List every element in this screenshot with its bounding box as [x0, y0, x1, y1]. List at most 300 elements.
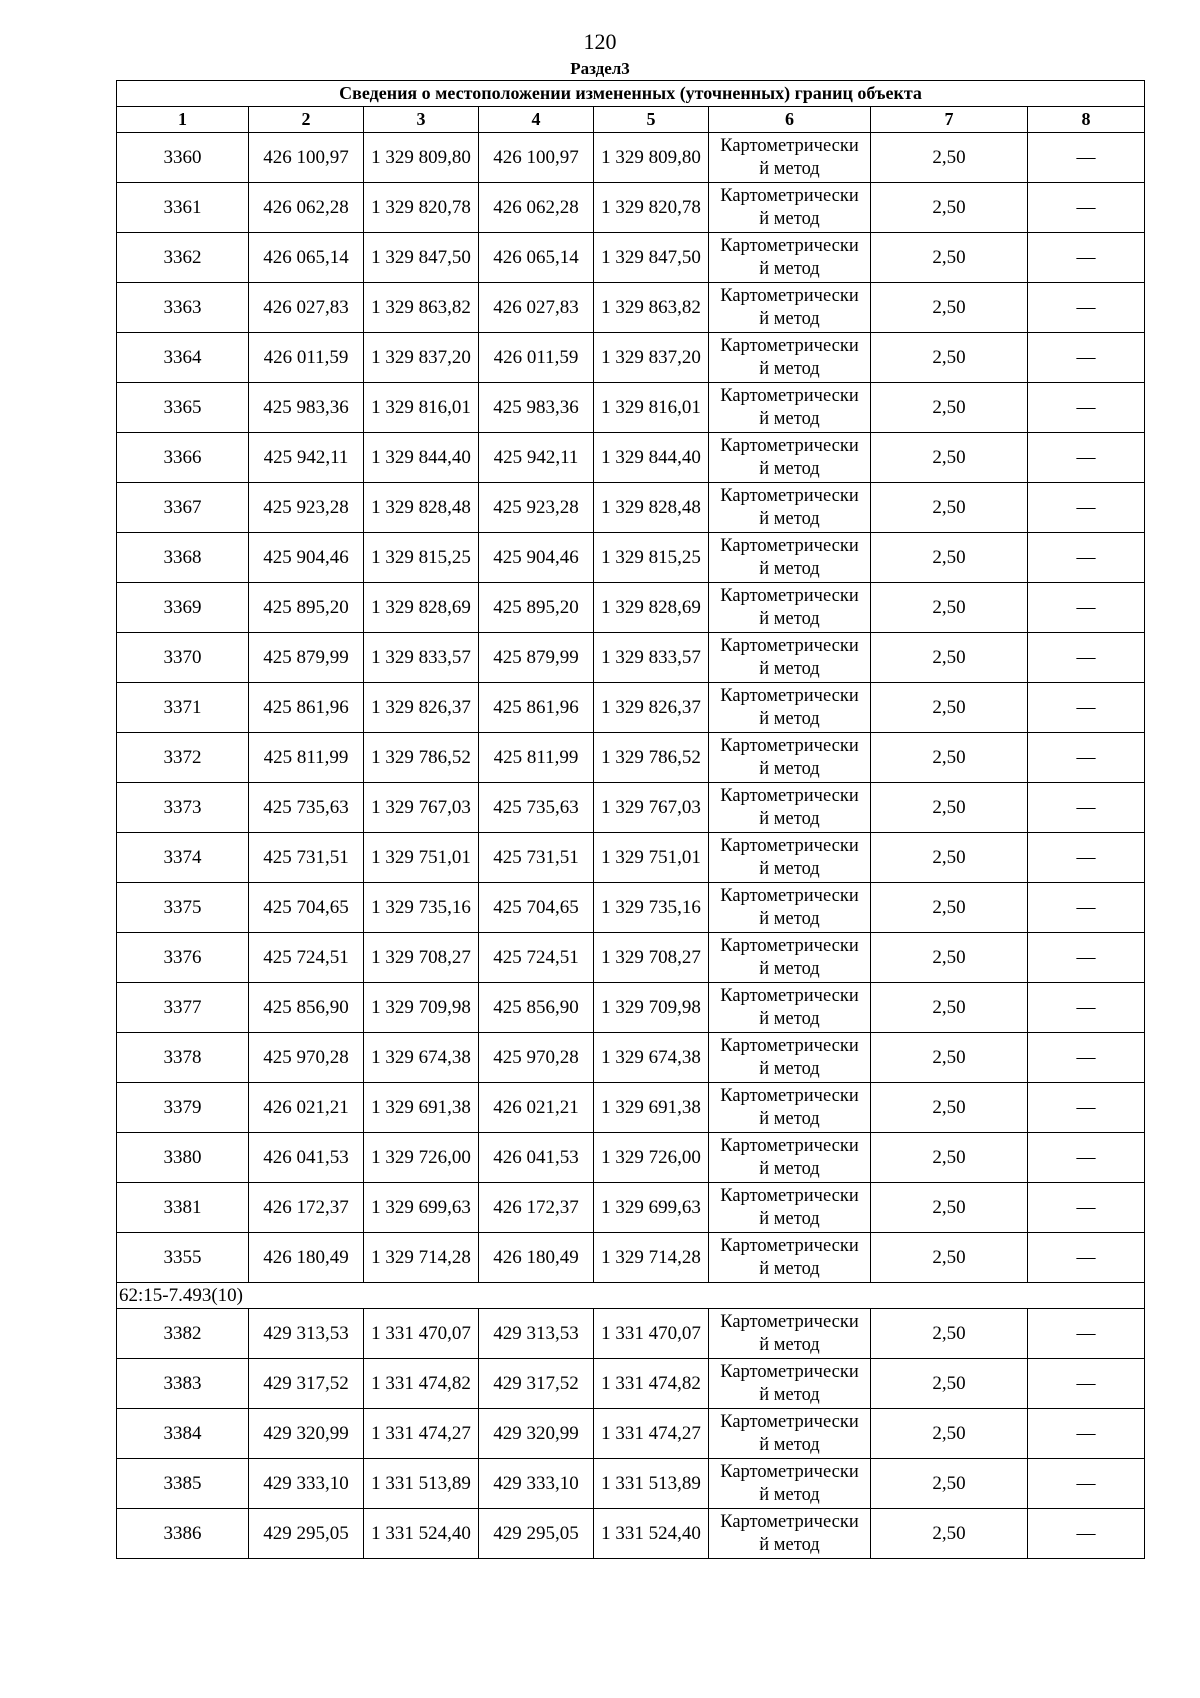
column-header: 8: [1028, 107, 1145, 133]
table-row: [117, 1083, 1145, 1133]
x-coordinate-new: 429 313,53: [479, 1309, 594, 1359]
y-coordinate-new: 1 329 751,01: [594, 833, 709, 883]
method-text-line1: Картометрически: [720, 935, 859, 956]
accuracy-value: 2,50: [871, 1409, 1028, 1459]
method-text-line1: Картометрически: [720, 585, 859, 606]
point-number: 3367: [117, 483, 249, 533]
y-coordinate-old: 1 329 828,69: [364, 583, 479, 633]
method-cell: [709, 1233, 871, 1283]
y-coordinate-new: 1 329 844,40: [594, 433, 709, 483]
method-text-line2: й метод: [759, 1384, 820, 1405]
method-text-line2: й метод: [759, 208, 820, 229]
description-dash: —: [1028, 1233, 1145, 1283]
method-cell: [709, 833, 871, 883]
y-coordinate-new: 1 329 826,37: [594, 683, 709, 733]
accuracy-value: 2,50: [871, 133, 1028, 183]
table-row: [117, 1359, 1145, 1409]
coordinates-table: [116, 80, 1145, 1559]
method-text-line2: й метод: [759, 408, 820, 429]
y-coordinate-old: 1 329 837,20: [364, 333, 479, 383]
description-dash: —: [1028, 1183, 1145, 1233]
method-cell: [709, 1359, 871, 1409]
x-coordinate-new: 429 295,05: [479, 1509, 594, 1559]
method-text-line2: й метод: [759, 1108, 820, 1129]
column-number-row: [117, 107, 1145, 133]
table-row: [117, 883, 1145, 933]
table-row: [117, 283, 1145, 333]
table-row: [117, 783, 1145, 833]
y-coordinate-old: 1 329 815,25: [364, 533, 479, 583]
method-cell: [709, 1459, 871, 1509]
column-header: 3: [364, 107, 479, 133]
description-dash: —: [1028, 583, 1145, 633]
table-row: [117, 1183, 1145, 1233]
point-number: 3386: [117, 1509, 249, 1559]
y-coordinate-old: 1 329 826,37: [364, 683, 479, 733]
y-coordinate-new: 1 329 828,69: [594, 583, 709, 633]
x-coordinate-new: 429 317,52: [479, 1359, 594, 1409]
x-coordinate-new: 426 065,14: [479, 233, 594, 283]
method-cell: [709, 283, 871, 333]
method-text-line2: й метод: [759, 1258, 820, 1279]
description-dash: —: [1028, 633, 1145, 683]
group-label: 62:15-7.493(10): [117, 1283, 1145, 1309]
y-coordinate-new: 1 329 847,50: [594, 233, 709, 283]
x-coordinate-new: 425 724,51: [479, 933, 594, 983]
method-cell: [709, 233, 871, 283]
column-header: 7: [871, 107, 1028, 133]
y-coordinate-new: 1 331 513,89: [594, 1459, 709, 1509]
method-text-line1: Картометрически: [720, 1185, 859, 1206]
point-number: 3355: [117, 1233, 249, 1283]
y-coordinate-new: 1 329 726,00: [594, 1133, 709, 1183]
table-row: [117, 533, 1145, 583]
y-coordinate-new: 1 329 691,38: [594, 1083, 709, 1133]
x-coordinate-new: 426 180,49: [479, 1233, 594, 1283]
method-cell: [709, 333, 871, 383]
method-text-line2: й метод: [759, 258, 820, 279]
x-coordinate-new: 425 983,36: [479, 383, 594, 433]
y-coordinate-new: 1 329 863,82: [594, 283, 709, 333]
method-text-line2: й метод: [759, 1208, 820, 1229]
y-coordinate-old: 1 329 699,63: [364, 1183, 479, 1233]
method-cell: [709, 533, 871, 583]
x-coordinate-old: 425 704,65: [249, 883, 364, 933]
description-dash: —: [1028, 383, 1145, 433]
y-coordinate-old: 1 329 751,01: [364, 833, 479, 883]
accuracy-value: 2,50: [871, 933, 1028, 983]
description-dash: —: [1028, 1459, 1145, 1509]
accuracy-value: 2,50: [871, 183, 1028, 233]
method-cell: [709, 1309, 871, 1359]
y-coordinate-old: 1 331 474,27: [364, 1409, 479, 1459]
description-dash: —: [1028, 733, 1145, 783]
x-coordinate-new: 425 923,28: [479, 483, 594, 533]
accuracy-value: 2,50: [871, 283, 1028, 333]
y-coordinate-new: 1 331 474,27: [594, 1409, 709, 1459]
x-coordinate-new: 429 320,99: [479, 1409, 594, 1459]
y-coordinate-old: 1 329 820,78: [364, 183, 479, 233]
method-text-line2: й метод: [759, 658, 820, 679]
description-dash: —: [1028, 1309, 1145, 1359]
method-cell: [709, 1509, 871, 1559]
y-coordinate-new: 1 329 815,25: [594, 533, 709, 583]
point-number: 3370: [117, 633, 249, 683]
y-coordinate-new: 1 329 809,80: [594, 133, 709, 183]
x-coordinate-new: 426 100,97: [479, 133, 594, 183]
y-coordinate-old: 1 331 470,07: [364, 1309, 479, 1359]
method-cell: [709, 1083, 871, 1133]
description-dash: —: [1028, 1509, 1145, 1559]
y-coordinate-new: 1 329 837,20: [594, 333, 709, 383]
method-cell: [709, 883, 871, 933]
x-coordinate-new: 425 895,20: [479, 583, 594, 633]
x-coordinate-old: 429 320,99: [249, 1409, 364, 1459]
description-dash: —: [1028, 833, 1145, 883]
x-coordinate-new: 425 811,99: [479, 733, 594, 783]
y-coordinate-old: 1 329 709,98: [364, 983, 479, 1033]
method-text-line1: Картометрически: [720, 635, 859, 656]
method-text-line2: й метод: [759, 608, 820, 629]
y-coordinate-new: 1 329 709,98: [594, 983, 709, 1033]
y-coordinate-new: 1 329 699,63: [594, 1183, 709, 1233]
method-text-line1: Картометрически: [720, 1235, 859, 1256]
point-number: 3374: [117, 833, 249, 883]
accuracy-value: 2,50: [871, 1309, 1028, 1359]
point-number: 3368: [117, 533, 249, 583]
accuracy-value: 2,50: [871, 633, 1028, 683]
table-row: [117, 1233, 1145, 1283]
table-row: [117, 183, 1145, 233]
x-coordinate-old: 425 942,11: [249, 433, 364, 483]
x-coordinate-new: 425 731,51: [479, 833, 594, 883]
point-number: 3384: [117, 1409, 249, 1459]
y-coordinate-new: 1 329 674,38: [594, 1033, 709, 1083]
column-header: 6: [709, 107, 871, 133]
point-number: 3365: [117, 383, 249, 433]
accuracy-value: 2,50: [871, 1133, 1028, 1183]
y-coordinate-old: 1 329 691,38: [364, 1083, 479, 1133]
x-coordinate-new: 425 879,99: [479, 633, 594, 683]
x-coordinate-old: 425 724,51: [249, 933, 364, 983]
method-text-line1: Картометрически: [720, 385, 859, 406]
y-coordinate-old: 1 329 786,52: [364, 733, 479, 783]
description-dash: —: [1028, 1409, 1145, 1459]
method-text-line1: Картометрически: [720, 435, 859, 456]
description-dash: —: [1028, 283, 1145, 333]
accuracy-value: 2,50: [871, 1359, 1028, 1409]
x-coordinate-new: 426 062,28: [479, 183, 594, 233]
table-row: [117, 983, 1145, 1033]
accuracy-value: 2,50: [871, 583, 1028, 633]
accuracy-value: 2,50: [871, 533, 1028, 583]
method-cell: [709, 783, 871, 833]
group-label-row: [117, 1283, 1145, 1309]
accuracy-value: 2,50: [871, 1233, 1028, 1283]
table-row: [117, 383, 1145, 433]
accuracy-value: 2,50: [871, 1509, 1028, 1559]
y-coordinate-new: 1 331 470,07: [594, 1309, 709, 1359]
x-coordinate-new: 426 021,21: [479, 1083, 594, 1133]
method-text-line2: й метод: [759, 1484, 820, 1505]
description-dash: —: [1028, 1033, 1145, 1083]
point-number: 3380: [117, 1133, 249, 1183]
method-text-line1: Картометрически: [720, 285, 859, 306]
accuracy-value: 2,50: [871, 1083, 1028, 1133]
x-coordinate-old: 425 983,36: [249, 383, 364, 433]
y-coordinate-new: 1 329 714,28: [594, 1233, 709, 1283]
x-coordinate-old: 425 861,96: [249, 683, 364, 733]
description-dash: —: [1028, 433, 1145, 483]
x-coordinate-old: 425 811,99: [249, 733, 364, 783]
accuracy-value: 2,50: [871, 1459, 1028, 1509]
description-dash: —: [1028, 683, 1145, 733]
accuracy-value: 2,50: [871, 433, 1028, 483]
x-coordinate-new: 425 856,90: [479, 983, 594, 1033]
method-text-line2: й метод: [759, 158, 820, 179]
point-number: 3364: [117, 333, 249, 383]
accuracy-value: 2,50: [871, 1183, 1028, 1233]
method-text-line1: Картометрически: [720, 1311, 859, 1332]
y-coordinate-new: 1 329 816,01: [594, 383, 709, 433]
description-dash: —: [1028, 783, 1145, 833]
method-cell: [709, 183, 871, 233]
point-number: 3382: [117, 1309, 249, 1359]
method-text-line2: й метод: [759, 758, 820, 779]
y-coordinate-old: 1 329 844,40: [364, 433, 479, 483]
point-number: 3383: [117, 1359, 249, 1409]
method-cell: [709, 1183, 871, 1233]
method-text-line2: й метод: [759, 458, 820, 479]
point-number: 3379: [117, 1083, 249, 1133]
description-dash: —: [1028, 483, 1145, 533]
column-header: 4: [479, 107, 594, 133]
method-cell: [709, 433, 871, 483]
method-text-line2: й метод: [759, 558, 820, 579]
section-title: Раздел3: [570, 59, 630, 78]
description-dash: —: [1028, 183, 1145, 233]
method-cell: [709, 133, 871, 183]
description-dash: —: [1028, 883, 1145, 933]
description-dash: —: [1028, 933, 1145, 983]
y-coordinate-new: 1 329 735,16: [594, 883, 709, 933]
column-header: 1: [117, 107, 249, 133]
description-dash: —: [1028, 133, 1145, 183]
accuracy-value: 2,50: [871, 733, 1028, 783]
x-coordinate-old: 426 041,53: [249, 1133, 364, 1183]
x-coordinate-new: 425 735,63: [479, 783, 594, 833]
accuracy-value: 2,50: [871, 233, 1028, 283]
x-coordinate-old: 429 317,52: [249, 1359, 364, 1409]
method-text-line1: Картометрически: [720, 1135, 859, 1156]
method-text-line1: Картометрически: [720, 1511, 859, 1532]
x-coordinate-new: 425 970,28: [479, 1033, 594, 1083]
table-body: [117, 81, 1145, 1559]
y-coordinate-new: 1 329 833,57: [594, 633, 709, 683]
point-number: 3366: [117, 433, 249, 483]
x-coordinate-new: 425 704,65: [479, 883, 594, 933]
method-text-line2: й метод: [759, 958, 820, 979]
table-row: [117, 483, 1145, 533]
x-coordinate-new: 425 942,11: [479, 433, 594, 483]
method-cell: [709, 1033, 871, 1083]
x-coordinate-new: 426 172,37: [479, 1183, 594, 1233]
method-text-line1: Картометрически: [720, 1361, 859, 1382]
method-text-line2: й метод: [759, 808, 820, 829]
method-text-line1: Картометрически: [720, 685, 859, 706]
method-cell: [709, 933, 871, 983]
point-number: 3363: [117, 283, 249, 333]
method-text-line2: й метод: [759, 1334, 820, 1355]
y-coordinate-new: 1 329 767,03: [594, 783, 709, 833]
point-number: 3369: [117, 583, 249, 633]
description-dash: —: [1028, 533, 1145, 583]
table-row: [117, 333, 1145, 383]
column-header: 2: [249, 107, 364, 133]
accuracy-value: 2,50: [871, 833, 1028, 883]
method-text-line1: Картометрически: [720, 535, 859, 556]
accuracy-value: 2,50: [871, 683, 1028, 733]
x-coordinate-new: 425 904,46: [479, 533, 594, 583]
table-row: [117, 1033, 1145, 1083]
y-coordinate-old: 1 331 524,40: [364, 1509, 479, 1559]
method-text-line2: й метод: [759, 308, 820, 329]
description-dash: —: [1028, 1359, 1145, 1409]
accuracy-value: 2,50: [871, 1033, 1028, 1083]
table-row: [117, 933, 1145, 983]
y-coordinate-old: 1 329 816,01: [364, 383, 479, 433]
method-text-line2: й метод: [759, 508, 820, 529]
table-row: [117, 733, 1145, 783]
table-row: [117, 1459, 1145, 1509]
method-text-line2: й метод: [759, 1058, 820, 1079]
method-cell: [709, 1409, 871, 1459]
point-number: 3373: [117, 783, 249, 833]
y-coordinate-new: 1 329 820,78: [594, 183, 709, 233]
description-dash: —: [1028, 333, 1145, 383]
x-coordinate-old: 426 062,28: [249, 183, 364, 233]
method-text-line1: Картометрически: [720, 735, 859, 756]
point-number: 3372: [117, 733, 249, 783]
x-coordinate-old: 426 011,59: [249, 333, 364, 383]
point-number: 3360: [117, 133, 249, 183]
table-row: [117, 433, 1145, 483]
x-coordinate-old: 426 065,14: [249, 233, 364, 283]
method-text-line2: й метод: [759, 1534, 820, 1555]
table-row: [117, 583, 1145, 633]
table-caption-row: [117, 81, 1145, 107]
method-text-line1: Картометрически: [720, 785, 859, 806]
method-text-line1: Картометрически: [720, 235, 859, 256]
y-coordinate-old: 1 329 809,80: [364, 133, 479, 183]
method-text-line1: Картометрически: [720, 1085, 859, 1106]
method-cell: [709, 1133, 871, 1183]
x-coordinate-old: 425 895,20: [249, 583, 364, 633]
method-text-line1: Картометрически: [720, 485, 859, 506]
x-coordinate-old: 425 735,63: [249, 783, 364, 833]
method-cell: [709, 583, 871, 633]
x-coordinate-old: 425 923,28: [249, 483, 364, 533]
method-text-line1: Картометрически: [720, 1411, 859, 1432]
y-coordinate-old: 1 329 708,27: [364, 933, 479, 983]
accuracy-value: 2,50: [871, 983, 1028, 1033]
y-coordinate-old: 1 329 863,82: [364, 283, 479, 333]
point-number: 3381: [117, 1183, 249, 1233]
x-coordinate-old: 425 904,46: [249, 533, 364, 583]
x-coordinate-old: 429 313,53: [249, 1309, 364, 1359]
table-row: [117, 1409, 1145, 1459]
point-number: 3377: [117, 983, 249, 1033]
point-number: 3371: [117, 683, 249, 733]
table-row: [117, 633, 1145, 683]
y-coordinate-old: 1 329 767,03: [364, 783, 479, 833]
method-text-line1: Картометрически: [720, 1461, 859, 1482]
accuracy-value: 2,50: [871, 383, 1028, 433]
y-coordinate-old: 1 329 833,57: [364, 633, 479, 683]
x-coordinate-old: 426 100,97: [249, 133, 364, 183]
method-text-line2: й метод: [759, 1434, 820, 1455]
accuracy-value: 2,50: [871, 333, 1028, 383]
accuracy-value: 2,50: [871, 483, 1028, 533]
point-number: 3378: [117, 1033, 249, 1083]
method-cell: [709, 383, 871, 433]
method-text-line1: Картометрически: [720, 335, 859, 356]
table-row: [117, 1509, 1145, 1559]
x-coordinate-new: 426 041,53: [479, 1133, 594, 1183]
table-row: [117, 833, 1145, 883]
x-coordinate-old: 425 856,90: [249, 983, 364, 1033]
table-row: [117, 1309, 1145, 1359]
table-row: [117, 133, 1145, 183]
method-text-line1: Картометрически: [720, 135, 859, 156]
method-text-line1: Картометрически: [720, 985, 859, 1006]
y-coordinate-new: 1 329 828,48: [594, 483, 709, 533]
point-number: 3361: [117, 183, 249, 233]
y-coordinate-old: 1 329 735,16: [364, 883, 479, 933]
method-text-line2: й метод: [759, 708, 820, 729]
y-coordinate-old: 1 331 513,89: [364, 1459, 479, 1509]
description-dash: —: [1028, 233, 1145, 283]
method-text-line1: Картометрически: [720, 885, 859, 906]
y-coordinate-old: 1 329 847,50: [364, 233, 479, 283]
method-cell: [709, 683, 871, 733]
description-dash: —: [1028, 1133, 1145, 1183]
method-cell: [709, 483, 871, 533]
x-coordinate-old: 425 970,28: [249, 1033, 364, 1083]
description-dash: —: [1028, 1083, 1145, 1133]
x-coordinate-new: 426 011,59: [479, 333, 594, 383]
x-coordinate-old: 426 021,21: [249, 1083, 364, 1133]
y-coordinate-old: 1 329 726,00: [364, 1133, 479, 1183]
method-text-line1: Картометрически: [720, 1035, 859, 1056]
x-coordinate-old: 426 027,83: [249, 283, 364, 333]
method-text-line1: Картометрически: [720, 835, 859, 856]
y-coordinate-new: 1 331 524,40: [594, 1509, 709, 1559]
x-coordinate-new: 426 027,83: [479, 283, 594, 333]
x-coordinate-old: 425 879,99: [249, 633, 364, 683]
method-text-line2: й метод: [759, 1008, 820, 1029]
accuracy-value: 2,50: [871, 783, 1028, 833]
method-cell: [709, 733, 871, 783]
table-row: [117, 233, 1145, 283]
table-row: [117, 683, 1145, 733]
method-text-line2: й метод: [759, 1158, 820, 1179]
y-coordinate-new: 1 329 786,52: [594, 733, 709, 783]
y-coordinate-old: 1 329 714,28: [364, 1233, 479, 1283]
y-coordinate-new: 1 331 474,82: [594, 1359, 709, 1409]
method-text-line1: Картометрически: [720, 185, 859, 206]
point-number: 3362: [117, 233, 249, 283]
